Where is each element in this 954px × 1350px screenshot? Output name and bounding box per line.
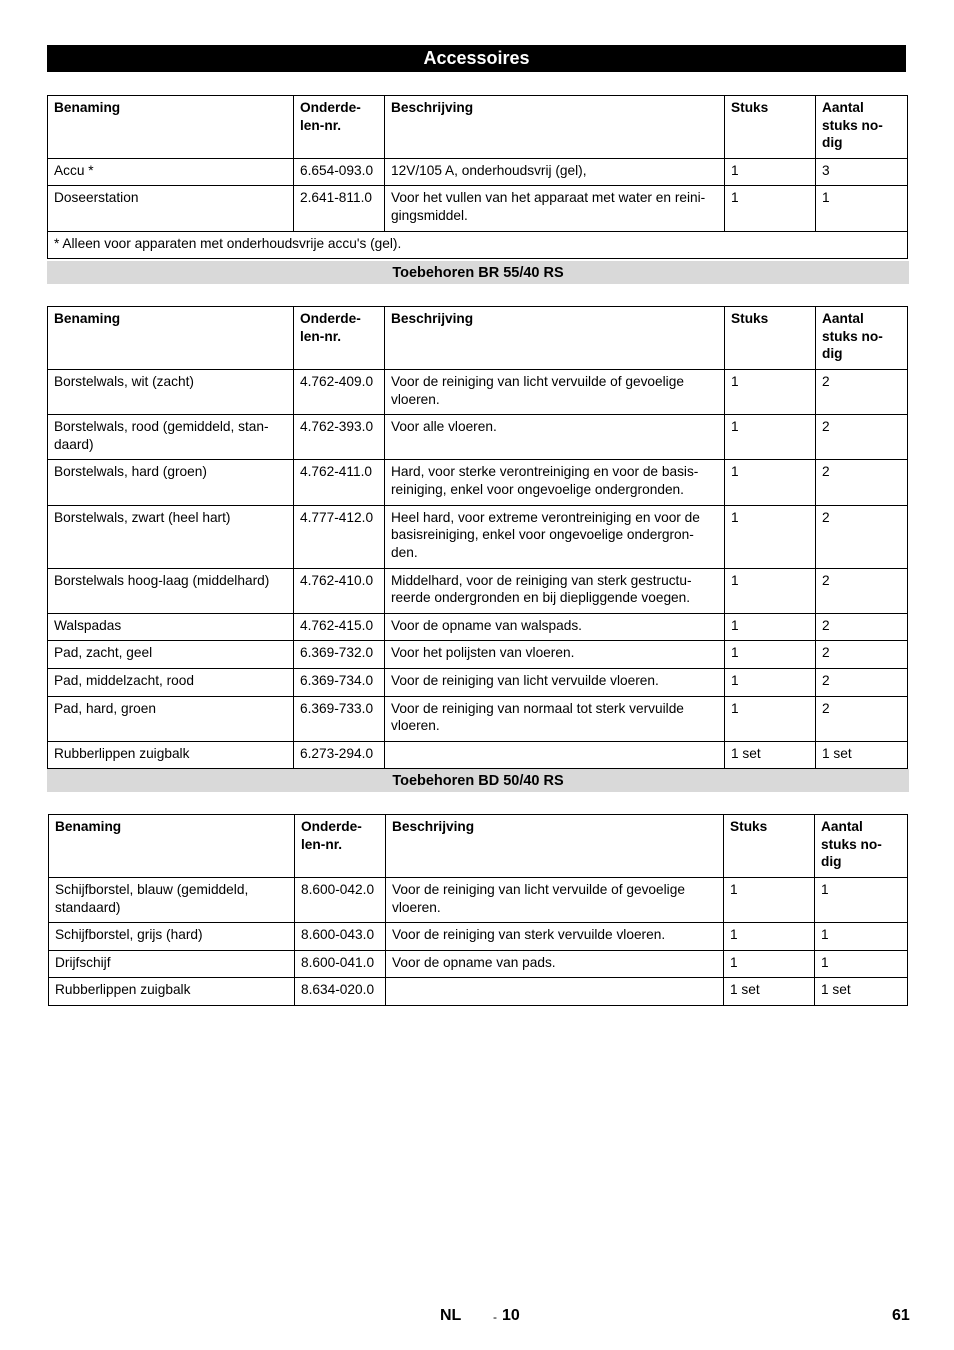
- header-name: Benaming: [49, 815, 295, 878]
- cell-quantity-needed: 2: [816, 641, 908, 669]
- cell-part-number: 4.762-415.0: [294, 613, 385, 641]
- cell-name: Rubberlippen zuigbalk: [48, 741, 294, 769]
- header-quantity-needed: Aantal stuks no-dig: [815, 815, 908, 878]
- cell-description: Voor de reiniging van normaal tot sterk vervuilde vloeren.: [385, 696, 725, 741]
- cell-description: 12V/105 A, onderhoudsvrij (gel),: [385, 158, 725, 186]
- table-row: [48, 568, 908, 613]
- table-header-row: [48, 96, 908, 159]
- cell-quantity: 1: [725, 186, 816, 231]
- cell-quantity-needed: 2: [816, 460, 908, 505]
- cell-part-number: 8.634-020.0: [295, 978, 386, 1006]
- cell-name: Pad, zacht, geel: [48, 641, 294, 669]
- table-row: [48, 186, 908, 231]
- header-description: Beschrijving: [385, 307, 725, 370]
- cell-description: [385, 741, 725, 769]
- cell-name: Borstelwals, wit (zacht): [48, 370, 294, 415]
- header-name: Benaming: [48, 96, 294, 159]
- cell-description: Voor de reiniging van sterk vervuilde vloeren.: [386, 923, 724, 951]
- cell-quantity: 1: [725, 668, 816, 696]
- cell-description: Voor het vullen van het apparaat met water en reini-gingsmiddel.: [385, 186, 725, 231]
- table-row: [49, 923, 908, 951]
- cell-quantity: 1 set: [725, 741, 816, 769]
- cell-name: Borstelwals, zwart (heel hart): [48, 505, 294, 568]
- footnote: * Alleen voor apparaten met onderhoudsvrije accu's (gel).: [48, 231, 908, 259]
- cell-quantity: 1: [725, 158, 816, 186]
- header-quantity-needed: Aantal stuks no-dig: [816, 96, 908, 159]
- cell-part-number: 4.762-410.0: [294, 568, 385, 613]
- table-row: [48, 668, 908, 696]
- cell-quantity-needed: 1 set: [815, 978, 908, 1006]
- page-number: 61: [892, 1307, 910, 1324]
- table-row: [48, 158, 908, 186]
- table-header-row: [49, 815, 908, 878]
- cell-part-number: 4.762-411.0: [294, 460, 385, 505]
- table-row: [48, 460, 908, 505]
- cell-quantity-needed: 2: [816, 613, 908, 641]
- table-row: [48, 613, 908, 641]
- cell-part-number: 6.369-733.0: [294, 696, 385, 741]
- cell-quantity: 1 set: [724, 978, 815, 1006]
- cell-quantity-needed: 2: [816, 370, 908, 415]
- table-row: [48, 370, 908, 415]
- cell-name: Doseerstation: [48, 186, 294, 231]
- cell-part-number: 6.654-093.0: [294, 158, 385, 186]
- cell-name: Walspadas: [48, 613, 294, 641]
- section-title-bd-50-40: Toebehoren BD 50/40 RS: [47, 769, 909, 792]
- cell-description: Voor de reiniging van licht vervuilde vloeren.: [385, 668, 725, 696]
- table-header-row: [48, 307, 908, 370]
- cell-description: Voor de reiniging van licht vervuilde of gevoelige vloeren.: [386, 878, 724, 923]
- page-title: Accessoires: [47, 45, 906, 72]
- header-description: Beschrijving: [385, 96, 725, 159]
- cell-name: Rubberlippen zuigbalk: [49, 978, 295, 1006]
- cell-description: [386, 978, 724, 1006]
- header-name: Benaming: [48, 307, 294, 370]
- cell-description: Middelhard, voor de reiniging van sterk gestructu-reerde ondergronden en bij diepliggende voegen.: [385, 568, 725, 613]
- cell-description: Voor het polijsten van vloeren.: [385, 641, 725, 669]
- cell-name: Borstelwals, rood (gemiddeld, stan-daard): [48, 415, 294, 460]
- cell-quantity: 1: [724, 950, 815, 978]
- footer-dash: -: [493, 1310, 497, 1324]
- cell-part-number: 8.600-041.0: [295, 950, 386, 978]
- header-quantity: Stuks: [724, 815, 815, 878]
- section-title-br-55-40: Toebehoren BR 55/40 RS: [47, 261, 909, 284]
- cell-name: Schijfborstel, blauw (gemiddeld, standaard): [49, 878, 295, 923]
- header-part-number: Onderde-len-nr.: [295, 815, 386, 878]
- cell-part-number: 4.762-393.0: [294, 415, 385, 460]
- table-row: [49, 950, 908, 978]
- header-description: Beschrijving: [386, 815, 724, 878]
- cell-quantity: 1: [725, 505, 816, 568]
- table-row: [49, 878, 908, 923]
- cell-description: Voor de opname van walspads.: [385, 613, 725, 641]
- table-row: [48, 505, 908, 568]
- cell-name: Pad, hard, groen: [48, 696, 294, 741]
- cell-quantity-needed: 2: [816, 696, 908, 741]
- br-accessories-table: [47, 306, 908, 769]
- cell-name: Borstelwals hoog-laag (middelhard): [48, 568, 294, 613]
- bd-accessories-table: [48, 814, 908, 1006]
- table-row: [49, 978, 908, 1006]
- cell-quantity: 1: [724, 923, 815, 951]
- cell-description: Voor de reiniging van licht vervuilde of gevoelige vloeren.: [385, 370, 725, 415]
- cell-name: Pad, middelzacht, rood: [48, 668, 294, 696]
- cell-part-number: 6.273-294.0: [294, 741, 385, 769]
- cell-description: Voor alle vloeren.: [385, 415, 725, 460]
- cell-part-number: 4.777-412.0: [294, 505, 385, 568]
- cell-quantity: 1: [725, 370, 816, 415]
- cell-part-number: 8.600-043.0: [295, 923, 386, 951]
- header-quantity: Stuks: [725, 96, 816, 159]
- cell-name: Accu *: [48, 158, 294, 186]
- cell-quantity: 1: [725, 460, 816, 505]
- cell-quantity-needed: 2: [816, 568, 908, 613]
- cell-quantity-needed: 1: [815, 950, 908, 978]
- footer-language: NL: [440, 1307, 462, 1324]
- cell-name: Borstelwals, hard (groen): [48, 460, 294, 505]
- cell-quantity: 1: [725, 613, 816, 641]
- cell-quantity-needed: 3: [816, 158, 908, 186]
- cell-part-number: 6.369-732.0: [294, 641, 385, 669]
- cell-quantity: 1: [725, 641, 816, 669]
- table-row: [48, 415, 908, 460]
- cell-part-number: 2.641-811.0: [294, 186, 385, 231]
- cell-name: Drijfschijf: [49, 950, 295, 978]
- cell-quantity-needed: 1: [815, 878, 908, 923]
- footer-section-number: 10: [502, 1307, 520, 1324]
- header-part-number: Onderde-len-nr.: [294, 307, 385, 370]
- cell-description: Hard, voor sterke verontreiniging en voor de basis-reiniging, enkel voor ongevoelige ondergronden.: [385, 460, 725, 505]
- footnote-row: [48, 231, 908, 259]
- cell-quantity: 1: [725, 696, 816, 741]
- table-row: [48, 696, 908, 741]
- cell-quantity: 1: [725, 415, 816, 460]
- cell-description: Heel hard, voor extreme verontreiniging en voor de basisreiniging, enkel voor ongevoelige ondergron-den.: [385, 505, 725, 568]
- cell-quantity-needed: 1: [815, 923, 908, 951]
- cell-part-number: 8.600-042.0: [295, 878, 386, 923]
- header-quantity-needed: Aantal stuks no-dig: [816, 307, 908, 370]
- cell-name: Schijfborstel, grijs (hard): [49, 923, 295, 951]
- table-row: [48, 741, 908, 769]
- cell-quantity-needed: 1 set: [816, 741, 908, 769]
- cell-quantity: 1: [725, 568, 816, 613]
- cell-quantity-needed: 2: [816, 505, 908, 568]
- cell-quantity-needed: 2: [816, 415, 908, 460]
- cell-quantity: 1: [724, 878, 815, 923]
- accessories-table: [47, 95, 908, 259]
- cell-quantity-needed: 2: [816, 668, 908, 696]
- header-part-number: Onderde-len-nr.: [294, 96, 385, 159]
- cell-quantity-needed: 1: [816, 186, 908, 231]
- cell-description: Voor de opname van pads.: [386, 950, 724, 978]
- cell-part-number: 4.762-409.0: [294, 370, 385, 415]
- table-row: [48, 641, 908, 669]
- header-quantity: Stuks: [725, 307, 816, 370]
- cell-part-number: 6.369-734.0: [294, 668, 385, 696]
